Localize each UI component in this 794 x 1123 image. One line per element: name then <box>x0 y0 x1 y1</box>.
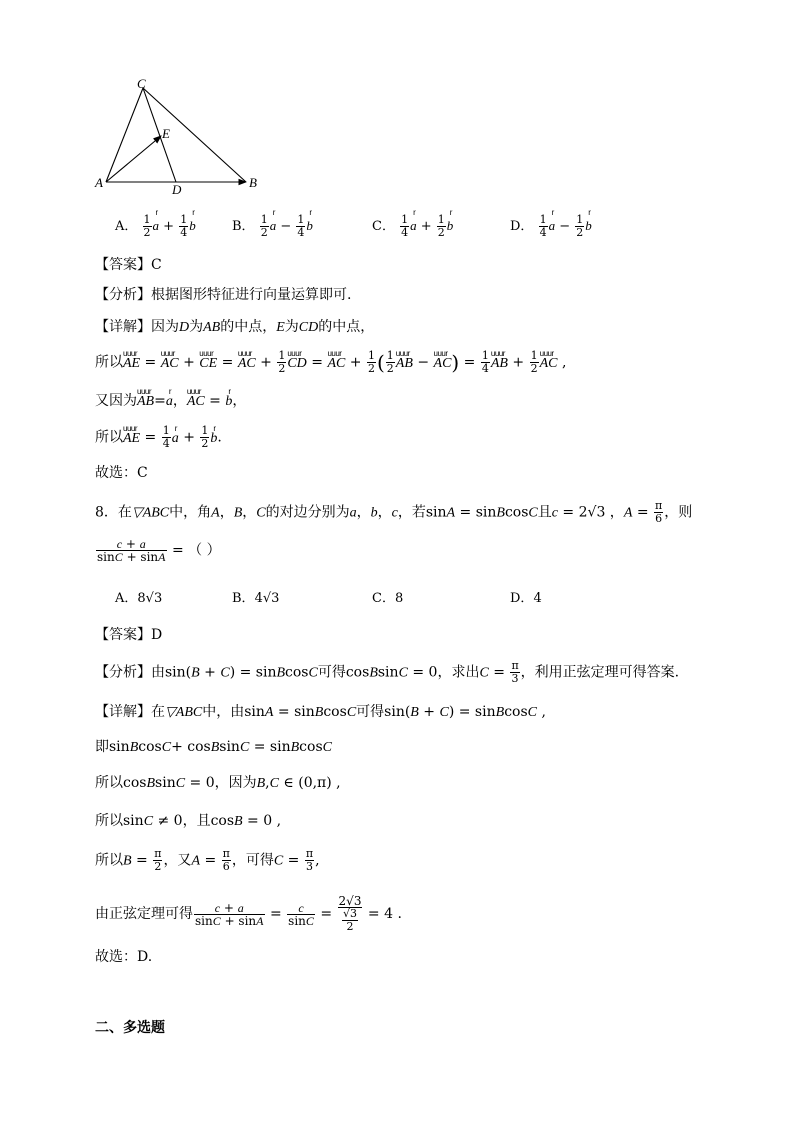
fraction: $\frac{1}{4}$ <box>297 213 305 239</box>
fraction: $\frac{1}{2}$ <box>143 213 151 239</box>
q8-detail-line1: 【详解】在▽ABC中，由sinA = sinBcosC可得sin(B + C) = sinBcosC , <box>95 704 546 720</box>
fraction: $\frac{1}{4}$ <box>180 213 188 239</box>
q7-analysis: 【分析】根据图形特征进行向量运算即可. <box>95 287 352 303</box>
option-letter: D． <box>510 219 534 234</box>
option-letter: B． <box>232 219 255 234</box>
q7-result: 所以uuur AE = $\frac{1}{4}$ r a + $\frac{1}{2}$ r b. <box>95 425 222 450</box>
q8-detail-line4: 所以sinC ≠ 0，且cosB = 0 , <box>95 813 282 829</box>
q8-stem-line1: 8．在▽ABC中，角A，B，C的对边分别为a，b，c，若sinA = sinBcosC且c = 2√3 ，A = $\frac{\pi}{6}$ ，则 <box>95 499 693 525</box>
segment-ac <box>106 88 143 182</box>
option-letter: C． <box>372 219 395 234</box>
q7-option-b[interactable]: B． $\frac{1}{2}$ r a − $\frac{1}{4}$ r b <box>232 214 313 239</box>
fraction: $\frac{1}{2}$ <box>437 213 445 239</box>
q7-choice: 故选：C <box>95 465 148 481</box>
q8-choice: 故选：D. <box>95 949 153 965</box>
fraction: $\frac{1}{4}$ <box>539 213 547 239</box>
label-b: B <box>249 175 257 190</box>
q8-stem-line2: $\frac{c + a}{\sin C + \sin A}$ = （ ） <box>97 537 221 564</box>
label-c: C <box>137 78 146 91</box>
q8-detail-line6: 由正弦定理可得 $\frac{c + a}{\sin C + \sin A}$ = $\frac{c}{\sin C}$ = $\frac{2√3}{\frac{√3}{2}}$ = 4 . <box>95 894 402 933</box>
section-heading: 二、多选题 <box>95 1020 165 1036</box>
q7-option-c[interactable]: C． $\frac{1}{4}$ r a + $\frac{1}{2}$ r b <box>372 214 453 239</box>
q7-detail-line1: 【详解】因为D为AB的中点，E为CD的中点， <box>95 319 375 335</box>
fraction: $\frac{1}{2}$ <box>576 213 584 239</box>
segment-cb <box>143 88 246 182</box>
q8-option-d[interactable]: D．4 <box>510 591 542 606</box>
vector-ae <box>106 136 161 182</box>
q8-detail-line2: 即sinBcosC+ cosBsinC = sinBcosC <box>95 739 332 755</box>
label-d: D <box>172 182 182 197</box>
q7-answer: 【答案】C <box>95 257 162 273</box>
q8-detail-line5: 所以B = $\frac{\pi}{2}$ ，又A = $\frac{\pi}{6}$ ，可得C = $\frac{\pi}{3}$ , <box>95 847 320 873</box>
q7-given: 又因为uuur AB=r a，uuur AC = r b， <box>95 391 246 412</box>
q7-option-a[interactable]: A． $\frac{1}{2}$ r a + $\frac{1}{4}$ r b <box>115 214 196 239</box>
label-e: E <box>162 126 170 141</box>
q8-option-c[interactable]: C．8 <box>372 591 404 606</box>
segment-cd <box>143 88 176 182</box>
q8-detail-line3: 所以cosBsinC = 0，因为B,C ∈ (0,π) , <box>95 775 341 791</box>
fraction: $\frac{1}{4}$ <box>401 213 409 239</box>
q8-option-a[interactable]: A．8√3 <box>115 591 163 606</box>
label-a: A <box>95 175 103 190</box>
q7-detail-equation: 所以uuur AE = uuur AC + uuur CE = uuur AC + $\frac{1}{2}$ uuur CD = uuur AC + $\frac{1}{2}$ ( $\frac{1}{2}$ uuur AB − uuur AC) = $\frac{1}{4}$ uuur AB + $\frac{1}{2}$ uuur AC , <box>95 350 566 375</box>
triangle-figure <box>90 78 270 198</box>
fraction: $\frac{1}{2}$ <box>260 213 268 239</box>
q8-analysis: 【分析】由sin(B + C) = sinBcosC可得cosBsinC = 0，求出C = $\frac{\pi}{3}$ ，利用正弦定理可得答案. <box>95 659 680 685</box>
option-letter: A． <box>115 219 138 234</box>
q7-option-d[interactable]: D． $\frac{1}{4}$ r a − $\frac{1}{2}$ r b <box>510 214 592 239</box>
q8-option-b[interactable]: B．4√3 <box>232 591 280 606</box>
q8-answer: 【答案】D <box>95 627 163 643</box>
